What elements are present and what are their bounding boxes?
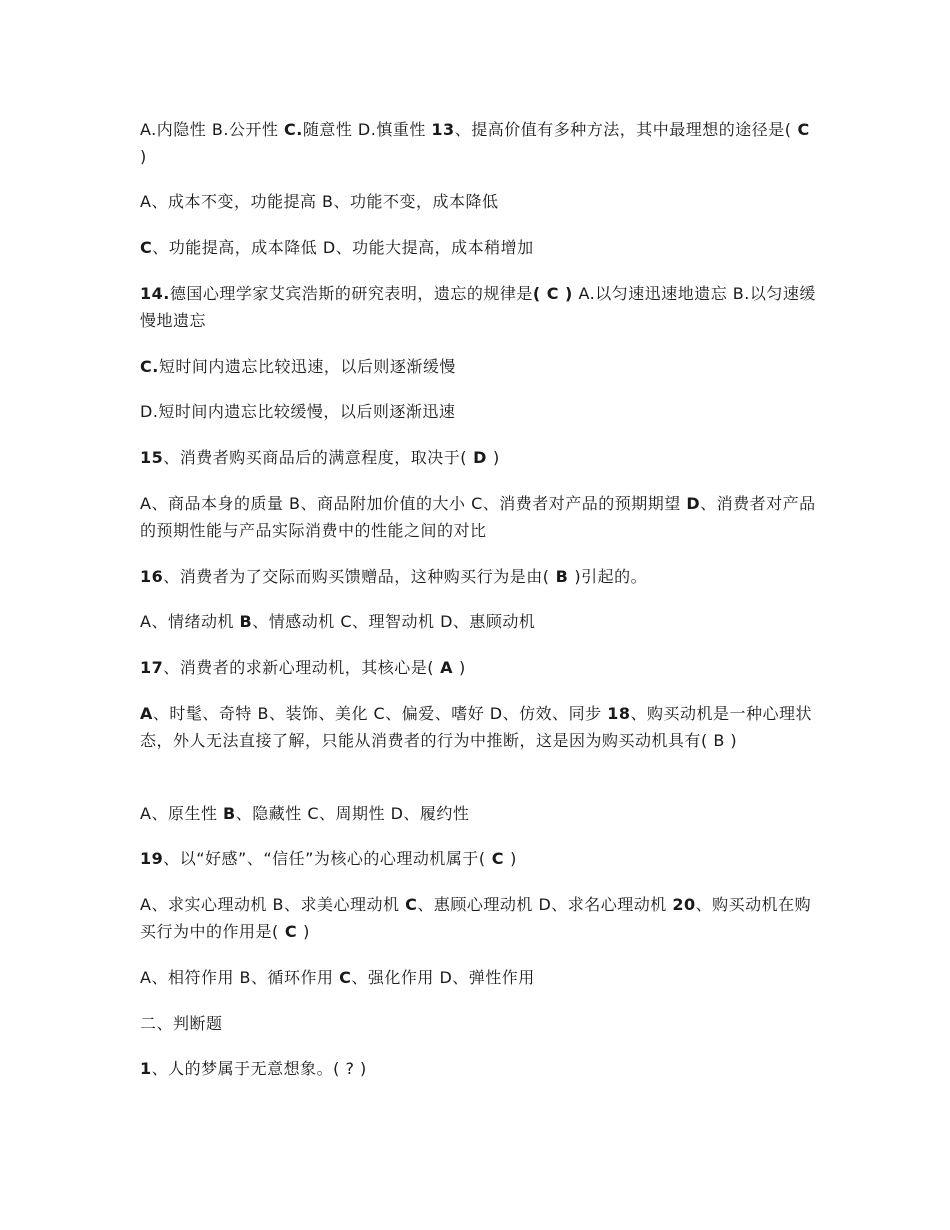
text-run: 短时间内遗忘比较迅速，以后则逐渐缓慢 xyxy=(158,357,456,376)
text-run: C xyxy=(791,120,810,139)
text-run: A xyxy=(434,658,460,677)
text-run: ) xyxy=(140,147,147,166)
text-run: 、购买动机是一种心理状态，外人无法直接了解，只能从消费者的行为中推断，这是因为购买动机具有( B ) xyxy=(140,704,812,750)
text-run: A、商品本身的质量 B、商品附加价值的大小 C、消费者对产品的预期期望 xyxy=(140,494,687,513)
text-run: 、购买动机在购买行为中的作用是( xyxy=(140,895,812,941)
paragraph-q16 xyxy=(140,563,820,590)
text-run: 1 xyxy=(140,1059,152,1078)
text-run: ( C ) xyxy=(532,284,573,303)
text-run: 、消费者对产品的预期性能与产品实际消费中的性能之间的对比 xyxy=(140,494,816,540)
text-run: C xyxy=(405,895,418,914)
text-run: A、成本不变，功能提高 B、功能不变，成本降低 xyxy=(140,192,499,211)
paragraph-q19-options-q20 xyxy=(140,891,820,945)
paragraph-q16-options xyxy=(140,608,820,635)
text-run: B xyxy=(239,612,253,631)
paragraph-q13-options-ab xyxy=(140,188,820,215)
text-run: C xyxy=(485,849,511,868)
text-run: 15 xyxy=(140,448,164,467)
paragraph-q20-options xyxy=(140,964,820,991)
paragraph-tf-q1 xyxy=(140,1055,820,1082)
text-run: 、情感动机 C、理智动机 D、惠顾动机 xyxy=(252,612,536,631)
text-run: 、时髦、奇特 B、装饰、美化 C、偏爱、嗜好 D、仿效、同步 xyxy=(152,704,608,723)
text-run: )引起的。 xyxy=(574,567,648,586)
text-run: 、提高价值有多种方法，其中最理想的途径是( xyxy=(454,120,792,139)
text-run: ) xyxy=(303,922,310,941)
text-run: 13 xyxy=(431,120,455,139)
text-run: D.短时间内遗忘比较缓慢，以后则逐渐迅速 xyxy=(140,402,456,421)
text-run: 14. xyxy=(140,284,170,303)
text-run: 17 xyxy=(140,658,164,677)
text-run: A、相符作用 B、循环作用 xyxy=(140,968,340,987)
text-run: 、消费者的求新心理动机，其核心是( xyxy=(163,658,435,677)
text-run: 、消费者为了交际而购买馈赠品，这种购买行为是由( xyxy=(163,567,550,586)
text-run: C. xyxy=(284,120,303,139)
paragraph-q19 xyxy=(140,845,820,872)
paragraph-q15-options xyxy=(140,490,820,544)
paragraph-q17 xyxy=(140,654,820,681)
text-run: ) xyxy=(510,849,517,868)
text-run: B xyxy=(223,804,236,823)
paragraph-q14-option-c xyxy=(140,353,820,380)
text-run: 20 xyxy=(672,895,696,914)
text-run: C xyxy=(339,968,352,987)
text-run: 16 xyxy=(140,567,164,586)
text-run: 、隐藏性 C、周期性 D、履约性 xyxy=(235,804,470,823)
text-run: 随意性 D.慎重性 xyxy=(302,120,432,139)
text-run: 二、判断题 xyxy=(140,1014,223,1033)
text-run: D xyxy=(686,494,701,513)
text-run: A、情绪动机 xyxy=(140,612,240,631)
text-run: 19 xyxy=(140,849,164,868)
text-run: 、消费者购买商品后的满意程度，取决于( xyxy=(163,448,468,467)
text-run: ) xyxy=(492,448,500,467)
text-run: 德国心理学家艾宾浩斯的研究表明，遗忘的规律是 xyxy=(169,284,533,303)
text-run: A、原生性 xyxy=(140,804,224,823)
text-run: A.以匀速迅速地遗忘 B.以匀速缓慢地遗忘 xyxy=(140,284,816,330)
text-run: 、惠顾心理动机 D、求名心理动机 xyxy=(417,895,673,914)
text-run: 18 xyxy=(607,704,631,723)
text-run: 、功能提高，成本降低 D、功能大提高，成本稍增加 xyxy=(152,238,534,257)
paragraph-q14 xyxy=(140,280,820,334)
text-run: C xyxy=(278,922,304,941)
text-run: C xyxy=(140,238,153,257)
text-run: 、强化作用 D、弹性作用 xyxy=(351,968,535,987)
text-run: A xyxy=(140,704,153,723)
paragraph-q15 xyxy=(140,444,820,471)
text-run: C. xyxy=(140,357,159,376)
text-run: A、求实心理动机 B、求美心理动机 xyxy=(140,895,406,914)
paragraph-q18-options xyxy=(140,800,820,827)
paragraph-q14-option-d xyxy=(140,398,820,425)
paragraph-q17-options-q18 xyxy=(140,700,820,754)
text-run: 、以“好感”、“信任”为核心的心理动机属于( xyxy=(163,849,486,868)
paragraph-q12-options-q13 xyxy=(140,116,820,170)
text-run: D xyxy=(467,448,493,467)
text-run: 、人的梦属于无意想象。( ? ) xyxy=(151,1059,367,1078)
text-run: B xyxy=(549,567,575,586)
text-run: ) xyxy=(459,658,466,677)
text-run: A.内隐性 B.公开性 xyxy=(140,120,284,139)
paragraph-q13-options-cd xyxy=(140,234,820,261)
section-heading-true-false xyxy=(140,1010,820,1037)
